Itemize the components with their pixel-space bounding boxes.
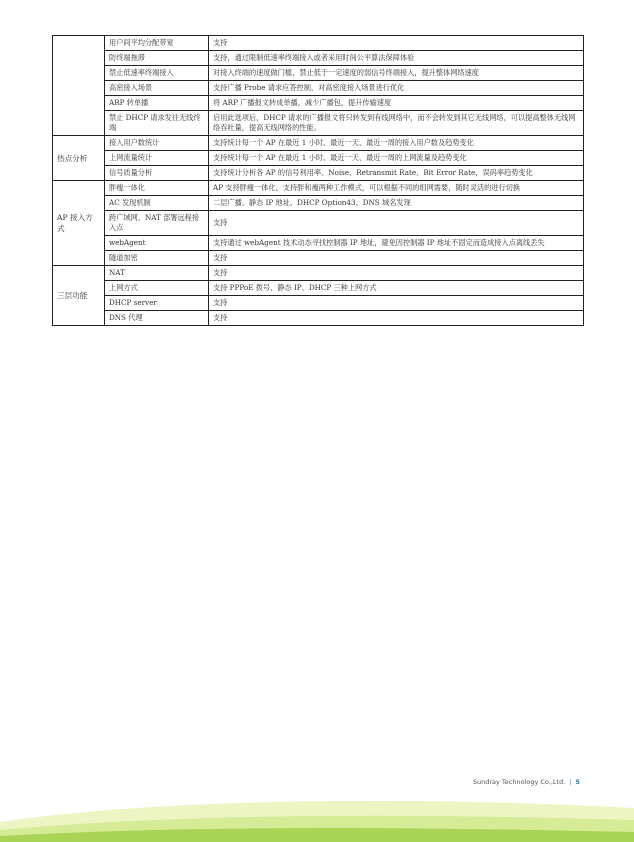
feature-cell: ARP 转单播 (105, 96, 209, 111)
description-cell: 支持广播 Probe 请求应答控制，对高密度接入场景进行优化 (209, 81, 584, 96)
table-row (53, 281, 584, 296)
footer-separator: | (569, 778, 572, 786)
description-cell: 支持 (209, 311, 584, 326)
description-cell: 支持 (209, 36, 584, 51)
description-cell: 将 ARP 广播报文转成单播，减少广播包，提升传输速度 (209, 96, 584, 111)
table-row (53, 211, 584, 236)
description-cell: 支持通过 webAgent 技术动态寻找控制器 IP 地址，避免因控制器 IP 地址不固定而造成接入点离线丢失 (209, 236, 584, 251)
category-cell: 热点分析 (53, 136, 105, 181)
table-row (53, 111, 584, 136)
description-cell: 支持 (209, 211, 584, 236)
description-cell: 二层广播、静态 IP 地址、DHCP Option43、DNS 域名发现 (209, 196, 584, 211)
feature-cell: 信号质量分析 (105, 166, 209, 181)
description-cell: 支持 PPPoE 拨号、静态 IP、DHCP 三种上网方式 (209, 281, 584, 296)
decorative-swoosh (0, 790, 634, 842)
category-cell: AP 接入方式 (53, 181, 105, 266)
feature-cell: 高密接入场景 (105, 81, 209, 96)
feature-cell: 胖瘦一体化 (105, 181, 209, 196)
table-row (53, 311, 584, 326)
table-row (53, 136, 584, 151)
description-cell: 支持 (209, 266, 584, 281)
category-cell: 三层功能 (53, 266, 105, 326)
table-row (53, 181, 584, 196)
feature-table-body (53, 36, 584, 326)
table-row (53, 166, 584, 181)
description-cell: 支持统计分析各 AP 的信号利用率、Noise、Retransmit Rate、Bit Error Rate，误码率趋势变化 (209, 166, 584, 181)
table-row (53, 96, 584, 111)
table-row (53, 236, 584, 251)
description-cell: 支持统计每一个 AP 在最近 1 小时、最近一天、最近一周的上网流量及趋势变化 (209, 151, 584, 166)
feature-cell: 接入用户数统计 (105, 136, 209, 151)
table-row (53, 81, 584, 96)
feature-table (52, 35, 584, 326)
table-row (53, 251, 584, 266)
feature-cell: 用户间平均分配带宽 (105, 36, 209, 51)
category-cell (53, 36, 105, 136)
table-row (53, 296, 584, 311)
description-cell: 支持 (209, 251, 584, 266)
description-cell: 支持统计每一个 AP 在最近 1 小时、最近一天、最近一周的接入用户数及趋势变化 (209, 136, 584, 151)
description-cell: 启用此选项后，DHCP 请求的广播报文将只转发到有线网络中，而不会转发到其它无线网络，可以提高整体无线网络吞吐量，提高无线网络的性能。 (209, 111, 584, 136)
feature-cell: 上网流量统计 (105, 151, 209, 166)
table-row (53, 51, 584, 66)
feature-cell: 跨广域网、NAT 部署远程接入点 (105, 211, 209, 236)
feature-cell: 禁止 DHCP 请求发往无线终端 (105, 111, 209, 136)
table-row (53, 36, 584, 51)
feature-cell: NAT (105, 266, 209, 281)
page-footer (420, 778, 580, 786)
table-row (53, 66, 584, 81)
description-cell: 对接入终端的速度做门槛，禁止低于一定速度的弱信号终端接入，提升整体网络速度 (209, 66, 584, 81)
feature-cell: webAgent (105, 236, 209, 251)
feature-cell: 隧道加密 (105, 251, 209, 266)
description-cell: 支持 (209, 296, 584, 311)
feature-cell: 上网方式 (105, 281, 209, 296)
feature-cell: DHCP server (105, 296, 209, 311)
feature-cell: 禁止低速率终端接入 (105, 66, 209, 81)
table-row (53, 266, 584, 281)
description-cell: AP 支持胖瘦一体化，支持胖和瘦两种工作模式，可以根据不同的组网需要，随时灵活的进行切换 (209, 181, 584, 196)
description-cell: 支持，通过限制低速率终端接入或者采用时间公平算法保障体验 (209, 51, 584, 66)
table-row (53, 196, 584, 211)
feature-cell: 防终端拖滞 (105, 51, 209, 66)
table-row (53, 151, 584, 166)
feature-cell: DNS 代理 (105, 311, 209, 326)
feature-cell: AC 发现机制 (105, 196, 209, 211)
company-name: Sundray Technology Co.,Ltd. (472, 778, 566, 786)
page-number: 5 (575, 778, 580, 786)
